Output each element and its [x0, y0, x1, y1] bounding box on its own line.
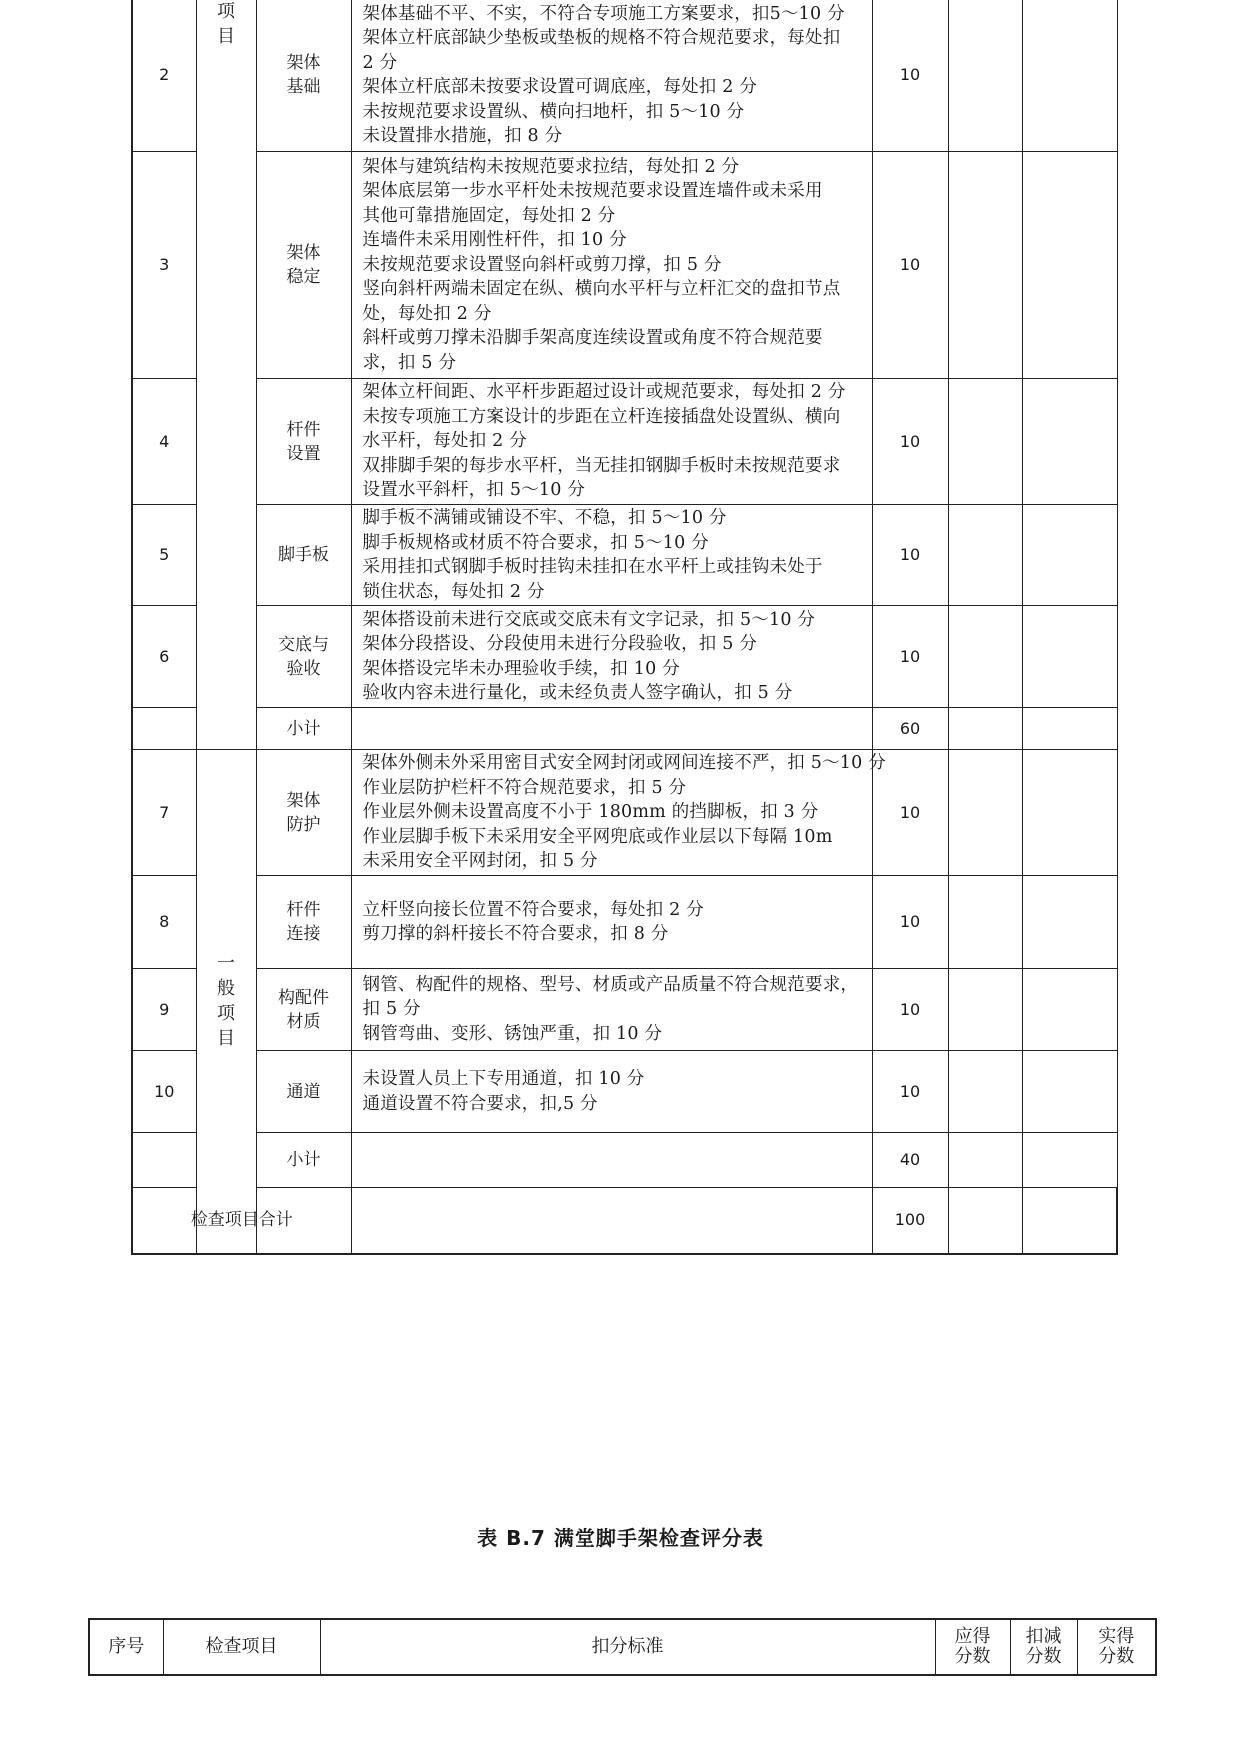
criteria-line: 架体分段搭设、分段使用未进行分段验收，扣 5 分 — [362, 634, 758, 654]
row-number: 2 — [132, 0, 196, 152]
criteria-line: 钢管弯曲、变形、锈蚀严重，扣 10 分 — [362, 1023, 663, 1044]
deducted-score — [948, 505, 1022, 606]
deduction-criteria — [351, 969, 872, 1051]
criteria-line: 未设置排水措施，扣 8 分 — [362, 126, 563, 146]
table-title: 表 B.7 满堂脚手架检查评分表 — [477, 1526, 764, 1550]
criteria-line: 架体底层第一步水平杆处未按规范要求设置连墙件或未采用 — [362, 181, 823, 202]
deducted-score — [948, 1051, 1022, 1133]
check-item: 架体 防护 — [256, 750, 351, 876]
row-number: 5 — [132, 505, 196, 606]
table-row — [132, 969, 1117, 1051]
subtotal-score: 60 — [872, 708, 948, 750]
actual-score — [1022, 750, 1117, 876]
criteria-line: 竖向斜杆两端未固定在纵、横向水平杆与立杆汇交的盘扣节点 — [362, 279, 841, 300]
header-actual-score: 实得 分数 — [1077, 1619, 1156, 1675]
criteria-line: 未采用安全平网封闭，扣 5 分 — [362, 851, 598, 872]
row-number: 3 — [132, 152, 196, 379]
criteria-line: 架体立杆底部未按要求设置可调底座，每处扣 2 分 — [362, 77, 758, 97]
row-number: 9 — [132, 969, 196, 1051]
row-number — [132, 1133, 196, 1188]
deduction-criteria — [351, 1188, 872, 1254]
criteria-line: 立杆竖向接长位置不符合要求，每处扣 2 分 — [362, 899, 704, 920]
header-criteria: 扣分标准 — [320, 1619, 935, 1675]
actual-score — [1022, 606, 1117, 708]
scoring-table-header — [88, 1618, 1157, 1676]
deduction-criteria — [351, 1051, 872, 1133]
criteria-line: 架体搭设前未进行交底或交底未有文字记录，扣 5～10 分 — [362, 609, 816, 630]
actual-score — [1022, 969, 1117, 1051]
category-char: 项 — [217, 1003, 235, 1025]
category-char: 目 — [217, 1028, 235, 1050]
criteria-line: 验收内容未进行量化，或未经负责人签字确认，扣 5 分 — [362, 683, 793, 703]
deduction-criteria — [351, 750, 886, 876]
deducted-score — [948, 708, 1022, 750]
should-score: 10 — [872, 505, 948, 606]
actual-score — [1022, 0, 1117, 152]
criteria-line: 架体立杆间距、水平杆步距超过设计或规范要求，每处扣 2 分 — [362, 382, 846, 403]
deducted-score — [948, 606, 1022, 708]
criteria-line: 架体外侧未外采用密目式安全网封闭或网间连接不严，扣 5～10 分 — [362, 753, 886, 774]
check-item: 脚手板 — [256, 505, 351, 606]
header-row — [89, 1619, 1156, 1675]
row-number: 8 — [132, 876, 196, 969]
criteria-line: 作业层脚手板下未采用安全平网兜底或作业层以下每隔 10m — [362, 826, 833, 847]
deduction-criteria — [351, 1133, 872, 1188]
check-item: 构配件 材质 — [256, 969, 351, 1051]
should-score: 10 — [872, 750, 948, 876]
header-check-item: 检查项目 — [163, 1619, 320, 1675]
criteria-line: 未按规范要求设置纵、横向扫地杆，扣 5～10 分 — [362, 101, 745, 122]
deducted-score — [948, 1188, 1022, 1254]
actual-score — [1022, 152, 1117, 379]
deducted-score — [948, 1133, 1022, 1188]
actual-score — [1022, 1133, 1117, 1188]
deducted-score — [948, 876, 1022, 969]
criteria-line: 采用挂扣式钢脚手板时挂钩未挂扣在水平杆上或挂钩未处于 — [362, 557, 823, 577]
table-row — [132, 379, 1117, 505]
criteria-line: 处，每处扣 2 分 — [362, 303, 492, 324]
criteria-line: 求，扣 5 分 — [362, 352, 457, 373]
check-item: 杆件 设置 — [256, 379, 351, 505]
deducted-score — [948, 0, 1022, 152]
category-general — [196, 750, 256, 1254]
row-number: 7 — [132, 750, 196, 876]
table-row — [132, 0, 1117, 152]
deduction-criteria — [351, 0, 872, 152]
criteria-line: 架体搭设完毕未办理验收手续，扣 10 分 — [362, 658, 680, 679]
subtotal-row — [132, 1133, 1117, 1188]
total-row — [132, 1188, 1117, 1254]
criteria-line: 架体立杆底部缺少垫板或垫板的规格不符合规范要求，每处扣 — [362, 28, 841, 48]
deducted-score — [948, 750, 1022, 876]
should-score: 10 — [872, 152, 948, 379]
criteria-line: 脚手板规格或材质不符合要求，扣 5～10 分 — [362, 532, 709, 553]
subtotal-label: 小计 — [256, 708, 351, 750]
criteria-line: 2 分 — [362, 52, 398, 73]
table-row — [132, 606, 1117, 708]
check-item: 交底与 验收 — [256, 606, 351, 708]
check-item: 杆件 连接 — [256, 876, 351, 969]
table-row — [132, 1051, 1117, 1133]
criteria-line: 未设置人员上下专用通道，扣 10 分 — [362, 1069, 645, 1089]
criteria-line: 通道设置不符合要求，扣,5 分 — [362, 1093, 598, 1114]
actual-score — [1022, 876, 1117, 969]
criteria-line: 架体与建筑结构未按规范要求拉结，每处扣 2 分 — [362, 156, 740, 177]
should-score: 10 — [872, 379, 948, 505]
table-row — [132, 876, 1117, 969]
actual-score — [1022, 1188, 1117, 1254]
check-item: 架体 基础 — [256, 0, 351, 152]
criteria-line: 脚手板不满铺或铺设不牢、不稳，扣 5～10 分 — [362, 508, 727, 528]
criteria-line: 作业层外侧未设置高度不小于 180mm 的挡脚板，扣 3 分 — [362, 802, 819, 823]
row-number: 10 — [132, 1051, 196, 1133]
criteria-line: 设置水平斜杆，扣 5～10 分 — [362, 480, 586, 501]
row-number — [132, 708, 196, 750]
deduction-criteria — [351, 379, 872, 505]
category-major-partial — [196, 0, 256, 750]
actual-score — [1022, 708, 1117, 750]
subtotal-row — [132, 708, 1117, 750]
row-number: 6 — [132, 606, 196, 708]
check-item: 通道 — [256, 1051, 351, 1133]
should-score: 10 — [872, 876, 948, 969]
criteria-line: 未按专项施工方案设计的步距在立杆连接插盘处设置纵、横向 — [362, 406, 841, 427]
deducted-score — [948, 379, 1022, 505]
deduction-criteria — [351, 708, 872, 750]
deducted-score — [948, 152, 1022, 379]
criteria-line: 架体基础不平、不实，不符合专项施工方案要求，扣5～10 分 — [362, 3, 845, 24]
criteria-line: 连墙件未采用刚性杆件，扣 10 分 — [362, 230, 627, 251]
table-row — [132, 505, 1117, 606]
total-label: 检查项目合计 — [132, 1188, 351, 1254]
check-item: 架体 稳定 — [256, 152, 351, 379]
header-should-score: 应得 分数 — [935, 1619, 1010, 1675]
subtotal-score: 40 — [872, 1133, 948, 1188]
deduction-criteria — [351, 606, 872, 708]
row-number: 4 — [132, 379, 196, 505]
actual-score — [1022, 1051, 1117, 1133]
criteria-line: 其他可靠措施固定，每处扣 2 分 — [362, 205, 616, 226]
deduction-criteria — [351, 152, 872, 379]
should-score: 10 — [872, 1051, 948, 1133]
actual-score — [1022, 505, 1117, 606]
criteria-line: 斜杆或剪刀撑未沿脚手架高度连续设置或角度不符合规范要 — [362, 328, 823, 349]
criteria-line: 剪刀撑的斜杆接长不符合要求，扣 8 分 — [362, 924, 669, 944]
subtotal-label: 小计 — [256, 1133, 351, 1188]
should-score: 10 — [872, 606, 948, 708]
criteria-line: 双排脚手架的每步水平杆，当无挂扣钢脚手板时未按规范要求 — [362, 455, 841, 476]
criteria-line: 水平杆，每处扣 2 分 — [362, 431, 527, 452]
actual-score — [1022, 379, 1117, 505]
criteria-line: 作业层防护栏杆不符合规范要求，扣 5 分 — [362, 777, 687, 798]
category-char: 一 — [217, 953, 235, 975]
header-deducted-score: 扣减 分数 — [1010, 1619, 1077, 1675]
table-row — [132, 152, 1117, 379]
scoring-table-continued — [131, 0, 1118, 1255]
category-char: 般 — [217, 978, 235, 1000]
should-score: 10 — [872, 0, 948, 152]
total-score: 100 — [872, 1188, 948, 1254]
criteria-line: 锁住状态，每处扣 2 分 — [362, 581, 545, 602]
deduction-criteria — [351, 876, 872, 969]
criteria-line: 未按规范要求设置竖向斜杆或剪刀撑，扣 5 分 — [362, 254, 722, 275]
table-row — [132, 750, 1117, 876]
deducted-score — [948, 969, 1022, 1051]
criteria-line: 扣 5 分 — [362, 999, 421, 1020]
deduction-criteria — [351, 505, 872, 606]
category-label: 项目 — [217, 1, 235, 47]
header-number: 序号 — [89, 1619, 163, 1675]
criteria-line: 钢管、构配件的规格、型号、材质或产品质量不符合规范要求， — [362, 974, 859, 995]
should-score: 10 — [872, 969, 948, 1051]
